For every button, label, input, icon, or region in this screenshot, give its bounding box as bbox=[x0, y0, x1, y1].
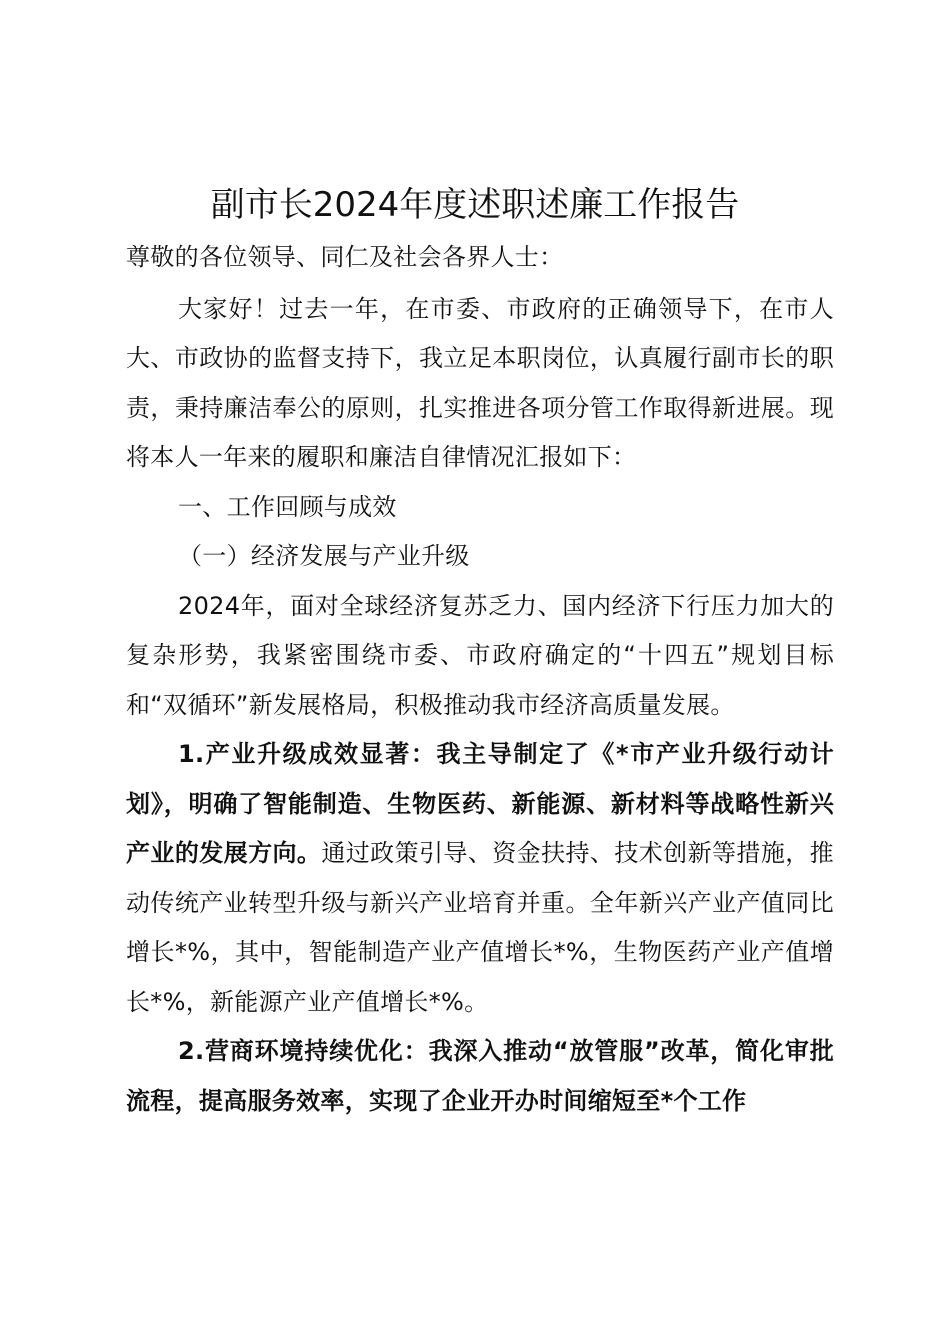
subsection-paragraph: 2024年，面对全球经济复苏乏力、国内经济下行压力加大的复杂形势，我紧密围绕市委、市政府确定的“十四五”规划目标和“双循环”新发展格局，积极推动我市经济高质量发展。 bbox=[126, 591, 834, 719]
document-body bbox=[126, 233, 834, 1126]
item-2-bold-lead: 2.营商环境持续优化：我深入推动“放管服”改革，简化审批流程，提高服务效率，实现了企业开办时间缩短至*个工作 bbox=[126, 1037, 834, 1115]
item-1-text: 通过政策引导、资金扶持、技术创新等措施，推动传统产业转型升级与新兴产业培育并重。全年新兴产业产值同比增长*%，其中，智能制造产业产值增长*%，生物医药产业产值增长*%，新能源产业产值增长*%。 bbox=[126, 839, 834, 1016]
subsection-heading: （一）经济发展与产业升级 bbox=[178, 542, 470, 570]
intro-paragraph: 大家好！过去一年，在市委、市政府的正确领导下，在市人大、市政协的监督支持下，我立足本职岗位，认真履行副市长的职责，秉持廉洁奉公的原则，扎实推进各项分管工作取得新进展。现将本人一年来的履职和廉洁自律情况汇报如下： bbox=[126, 294, 834, 471]
item-1-bold-lead: 1.产业升级成效显著：我主导制定了《*市产业升级行动计划》，明确了智能制造、生物医药、新能源、新材料等战略性新兴产业的发展方向。 bbox=[126, 740, 834, 867]
document-title: 副市长2024年度述职述廉工作报告 bbox=[210, 185, 740, 225]
item-2-paragraph bbox=[126, 1027, 834, 1126]
section-heading: 一、工作回顾与成效 bbox=[178, 492, 397, 521]
item-1-paragraph bbox=[126, 730, 834, 1027]
salutation: 尊敬的各位领导、同仁及社会各界人士： bbox=[126, 243, 564, 271]
